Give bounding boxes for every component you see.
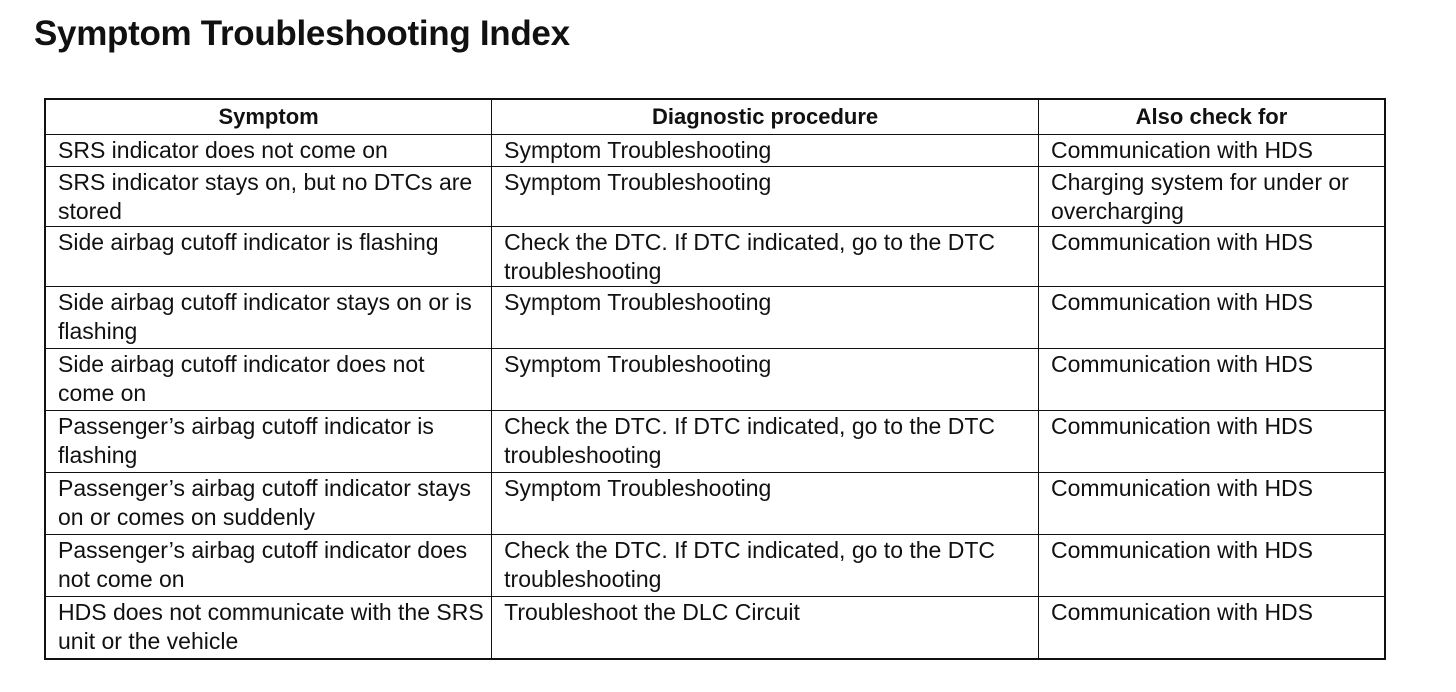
- symptom-cell: HDS does not communicate with the SRS unit or the vehicle: [45, 597, 492, 660]
- also-check-cell: Communication with HDS: [1038, 287, 1385, 349]
- also-check-cell: Communication with HDS: [1038, 535, 1385, 597]
- table-row: [45, 411, 1385, 473]
- symptom-cell: Passenger’s airbag cutoff indicator stays on or comes on suddenly: [45, 473, 492, 535]
- also-check-cell: Communication with HDS: [1038, 411, 1385, 473]
- symptom-cell: Passenger’s airbag cutoff indicator does not come on: [45, 535, 492, 597]
- symptom-cell: Side airbag cutoff indicator stays on or is flashing: [45, 287, 492, 349]
- header-diagnostic-procedure: Diagnostic procedure: [492, 99, 1039, 135]
- table-header: [45, 99, 1385, 135]
- procedure-cell: Check the DTC. If DTC indicated, go to the DTC troubleshooting: [492, 535, 1039, 597]
- procedure-cell: Check the DTC. If DTC indicated, go to the DTC troubleshooting: [492, 227, 1039, 287]
- table-row: [45, 227, 1385, 287]
- table-row: [45, 535, 1385, 597]
- table-row: [45, 597, 1385, 660]
- table-row: [45, 287, 1385, 349]
- procedure-cell: Symptom Troubleshooting: [492, 167, 1039, 227]
- table-body: [45, 135, 1385, 660]
- also-check-cell: Communication with HDS: [1038, 473, 1385, 535]
- symptom-cell: SRS indicator stays on, but no DTCs are stored: [45, 167, 492, 227]
- also-check-cell: Communication with HDS: [1038, 135, 1385, 167]
- symptom-cell: Side airbag cutoff indicator does not come on: [45, 349, 492, 411]
- symptom-cell: SRS indicator does not come on: [45, 135, 492, 167]
- also-check-cell: Communication with HDS: [1038, 349, 1385, 411]
- procedure-cell: Check the DTC. If DTC indicated, go to the DTC troubleshooting: [492, 411, 1039, 473]
- procedure-cell: Symptom Troubleshooting: [492, 287, 1039, 349]
- symptom-cell: Passenger’s airbag cutoff indicator is flashing: [45, 411, 492, 473]
- page-title: Symptom Troubleshooting Index: [34, 14, 570, 53]
- header-also-check-for: Also check for: [1038, 99, 1385, 135]
- also-check-cell: Communication with HDS: [1038, 597, 1385, 660]
- header-row: [45, 99, 1385, 135]
- procedure-cell: Symptom Troubleshooting: [492, 135, 1039, 167]
- procedure-cell: Symptom Troubleshooting: [492, 473, 1039, 535]
- table-row: [45, 473, 1385, 535]
- symptom-cell: Side airbag cutoff indicator is flashing: [45, 227, 492, 287]
- table-row: [45, 135, 1385, 167]
- table-row: [45, 167, 1385, 227]
- table-row: [45, 349, 1385, 411]
- symptom-index-table: [44, 98, 1386, 660]
- also-check-cell: Charging system for under or overcharging: [1038, 167, 1385, 227]
- header-symptom: Symptom: [45, 99, 492, 135]
- procedure-cell: Symptom Troubleshooting: [492, 349, 1039, 411]
- procedure-cell: Troubleshoot the DLC Circuit: [492, 597, 1039, 660]
- also-check-cell: Communication with HDS: [1038, 227, 1385, 287]
